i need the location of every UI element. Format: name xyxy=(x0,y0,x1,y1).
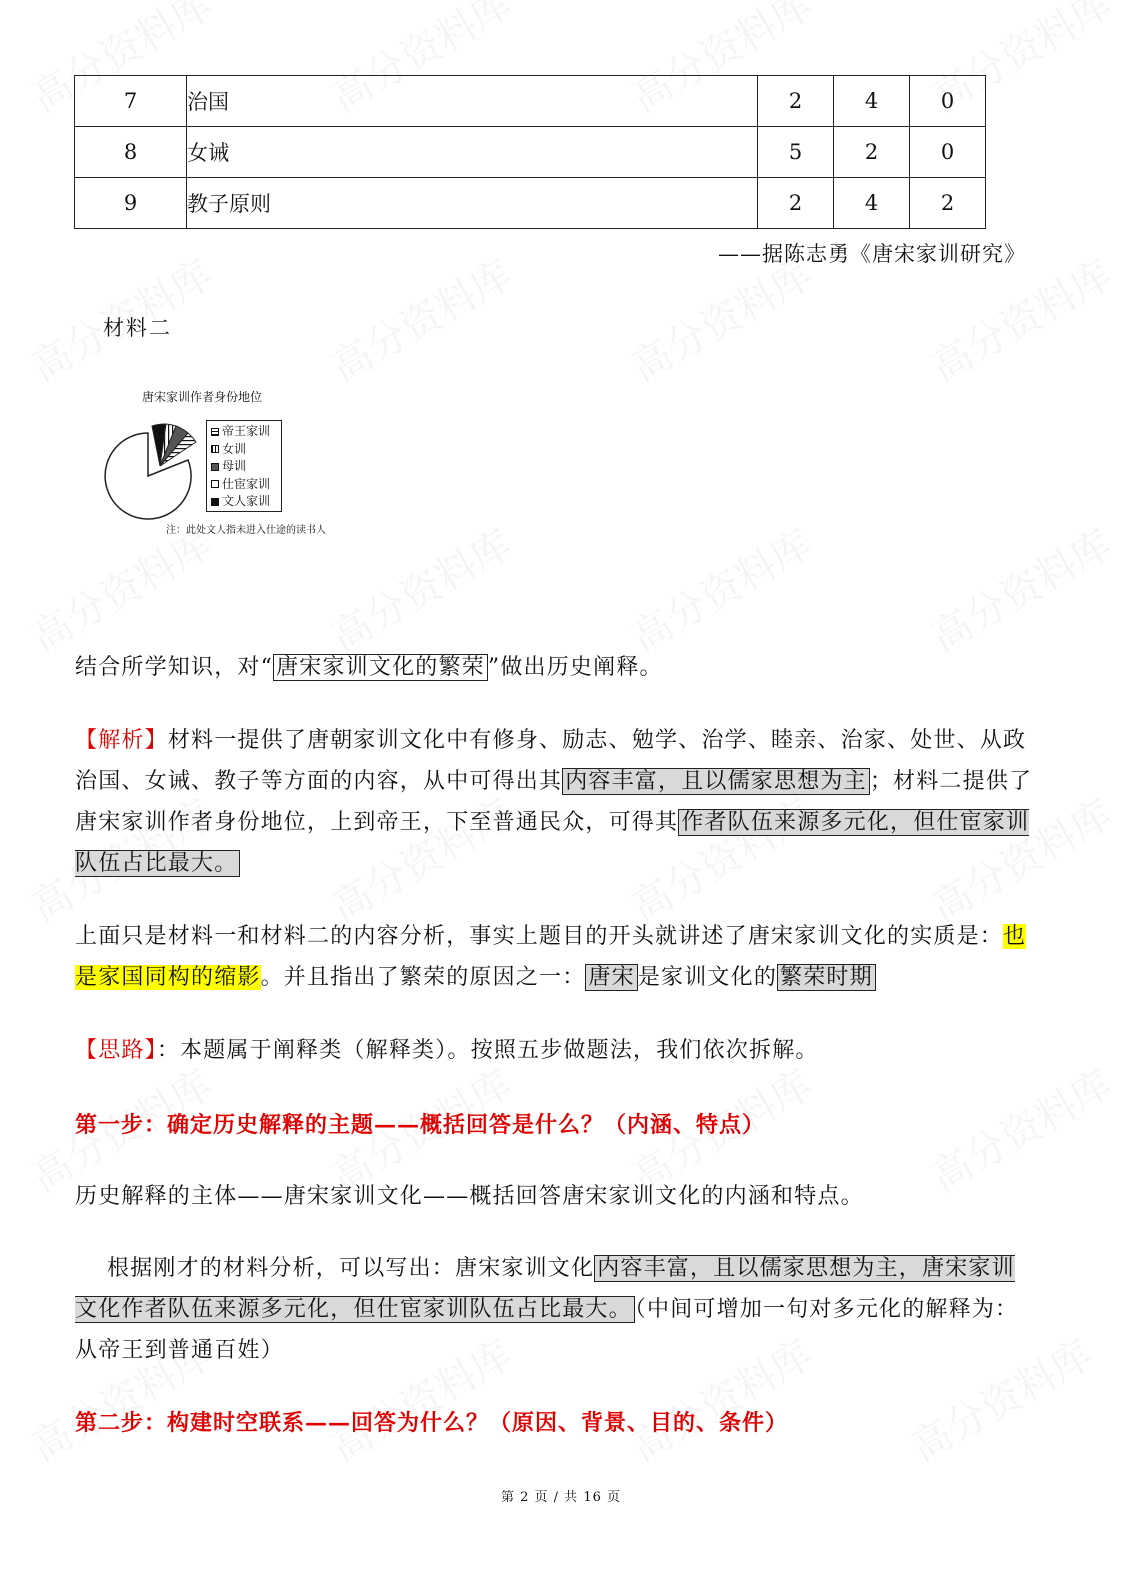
table-row xyxy=(75,178,986,229)
chart-legend xyxy=(206,420,282,512)
boxed-term: 繁荣时期 xyxy=(777,964,876,991)
page-number: 第 2 页 / 共 16 页 xyxy=(501,1490,621,1505)
chart-note: 注：此处文人指未进入仕途的读书人 xyxy=(166,525,326,536)
legend-item xyxy=(211,441,277,459)
table-row xyxy=(75,127,986,178)
boxed-term: 唐宋 xyxy=(585,964,637,991)
table-cell-value: 5 xyxy=(758,127,834,178)
watermark xyxy=(619,514,821,663)
idea-paragraph xyxy=(75,1030,1037,1071)
table-cell-index: 8 xyxy=(75,127,187,178)
table-cell-name: 教子原则 xyxy=(187,178,758,229)
analysis-tag: 【解析】 xyxy=(75,728,168,753)
essence-text: 。并且指出了繁荣的原因之一： xyxy=(260,965,586,990)
table-cell-value: 2 xyxy=(758,76,834,127)
material-heading: 材料二 xyxy=(103,316,172,340)
step-one-heading: 第一步：确定历史解释的主题——概括回答是什么？（内涵、特点） xyxy=(75,1112,766,1138)
legend-label: 母训 xyxy=(222,459,247,473)
table-cell-index: 9 xyxy=(75,178,187,229)
legend-item xyxy=(211,458,277,476)
table-cell-value: 0 xyxy=(910,76,986,127)
source-citation: ——据陈志勇《唐宋家训研究》 xyxy=(718,242,1026,266)
table-cell-index: 7 xyxy=(75,76,187,127)
table-cell-value: 2 xyxy=(910,178,986,229)
question-text: 结合所学知识，对“ xyxy=(75,655,274,680)
table-cell-name: 女诫 xyxy=(187,127,758,178)
table-cell-value: 2 xyxy=(834,127,910,178)
analysis-highlight: 作者队伍来源多元化，但仕宦家训队伍占比最大。 xyxy=(75,810,1030,876)
yellow-highlight: 也是家国同构的缩影 xyxy=(75,924,1027,990)
legend-label: 文人家训 xyxy=(222,494,271,508)
answer-highlight: 内容丰富，且以儒家思想为主，唐宋家训文化作者队伍来源多元化，但仕宦家训队伍占比最大。 xyxy=(75,1256,1015,1322)
legend-swatch xyxy=(211,445,219,453)
answer-paragraph xyxy=(75,1248,1037,1371)
watermark xyxy=(919,514,1121,663)
legend-item xyxy=(211,476,277,494)
legend-swatch xyxy=(211,428,219,436)
legend-swatch xyxy=(211,498,219,506)
legend-swatch xyxy=(211,480,219,488)
table-cell-value: 2 xyxy=(758,178,834,229)
legend-item xyxy=(211,423,277,441)
analysis-highlight: 内容丰富，且以儒家思想为主 xyxy=(562,768,870,795)
step-two-heading: 第二步：构建时空联系——回答为什么？（原因、背景、目的、条件） xyxy=(75,1410,789,1436)
subject-paragraph: 历史解释的主体——唐宋家训文化——概括回答唐宋家训文化的内涵和特点。 xyxy=(75,1184,864,1209)
legend-item xyxy=(211,493,277,511)
idea-text: ：本题属于阐释类（解释类）。按照五步做题法，我们依次拆解。 xyxy=(156,1038,819,1063)
table-row xyxy=(75,76,986,127)
table-cell-name: 治国 xyxy=(187,76,758,127)
question-paragraph xyxy=(75,647,1037,688)
analysis-text: ；材料二提供了唐宋家训作者身份地位，上到帝王，下至普通民众，可得其 xyxy=(75,769,1033,835)
essence-text: 是家训文化的 xyxy=(637,965,778,990)
chart-title: 唐宋家训作者身份地位 xyxy=(142,390,263,404)
legend-label: 女训 xyxy=(222,441,247,456)
legend-label: 仕宦家训 xyxy=(222,476,271,491)
watermark xyxy=(319,244,521,393)
legend-swatch xyxy=(211,463,219,471)
question-boxed-term: 唐宋家训文化的繁荣 xyxy=(273,654,488,681)
question-text: ”做出历史阐释。 xyxy=(487,655,663,680)
essence-paragraph xyxy=(75,916,1037,998)
analysis-paragraph xyxy=(75,720,1037,884)
analysis-text: 材料一提供了唐朝家训文化中有修身、励志、勉学、治学、睦亲、治家、处世、从政治国、女诫、教子等方面的内容，从中可得出其 xyxy=(75,728,1027,794)
answer-text: 根据刚才的材料分析，可以写出：唐宋家训文化 xyxy=(107,1256,595,1281)
content-table xyxy=(74,75,986,229)
table-cell-value: 0 xyxy=(910,127,986,178)
essence-text: 上面只是材料一和材料二的内容分析，事实上题目的开头就讲述了唐宋家训文化的实质是： xyxy=(75,924,1004,949)
table-cell-value: 4 xyxy=(834,178,910,229)
answer-text: （中间可增加一句对多元化的解释为：从帝王到普通百姓） xyxy=(75,1297,1019,1363)
table-cell-value: 4 xyxy=(834,76,910,127)
idea-tag: 【思路】 xyxy=(75,1038,157,1063)
legend-label: 帝王家训 xyxy=(222,424,271,438)
pie-chart-figure xyxy=(96,386,356,546)
pie-chart-svg xyxy=(96,408,206,538)
